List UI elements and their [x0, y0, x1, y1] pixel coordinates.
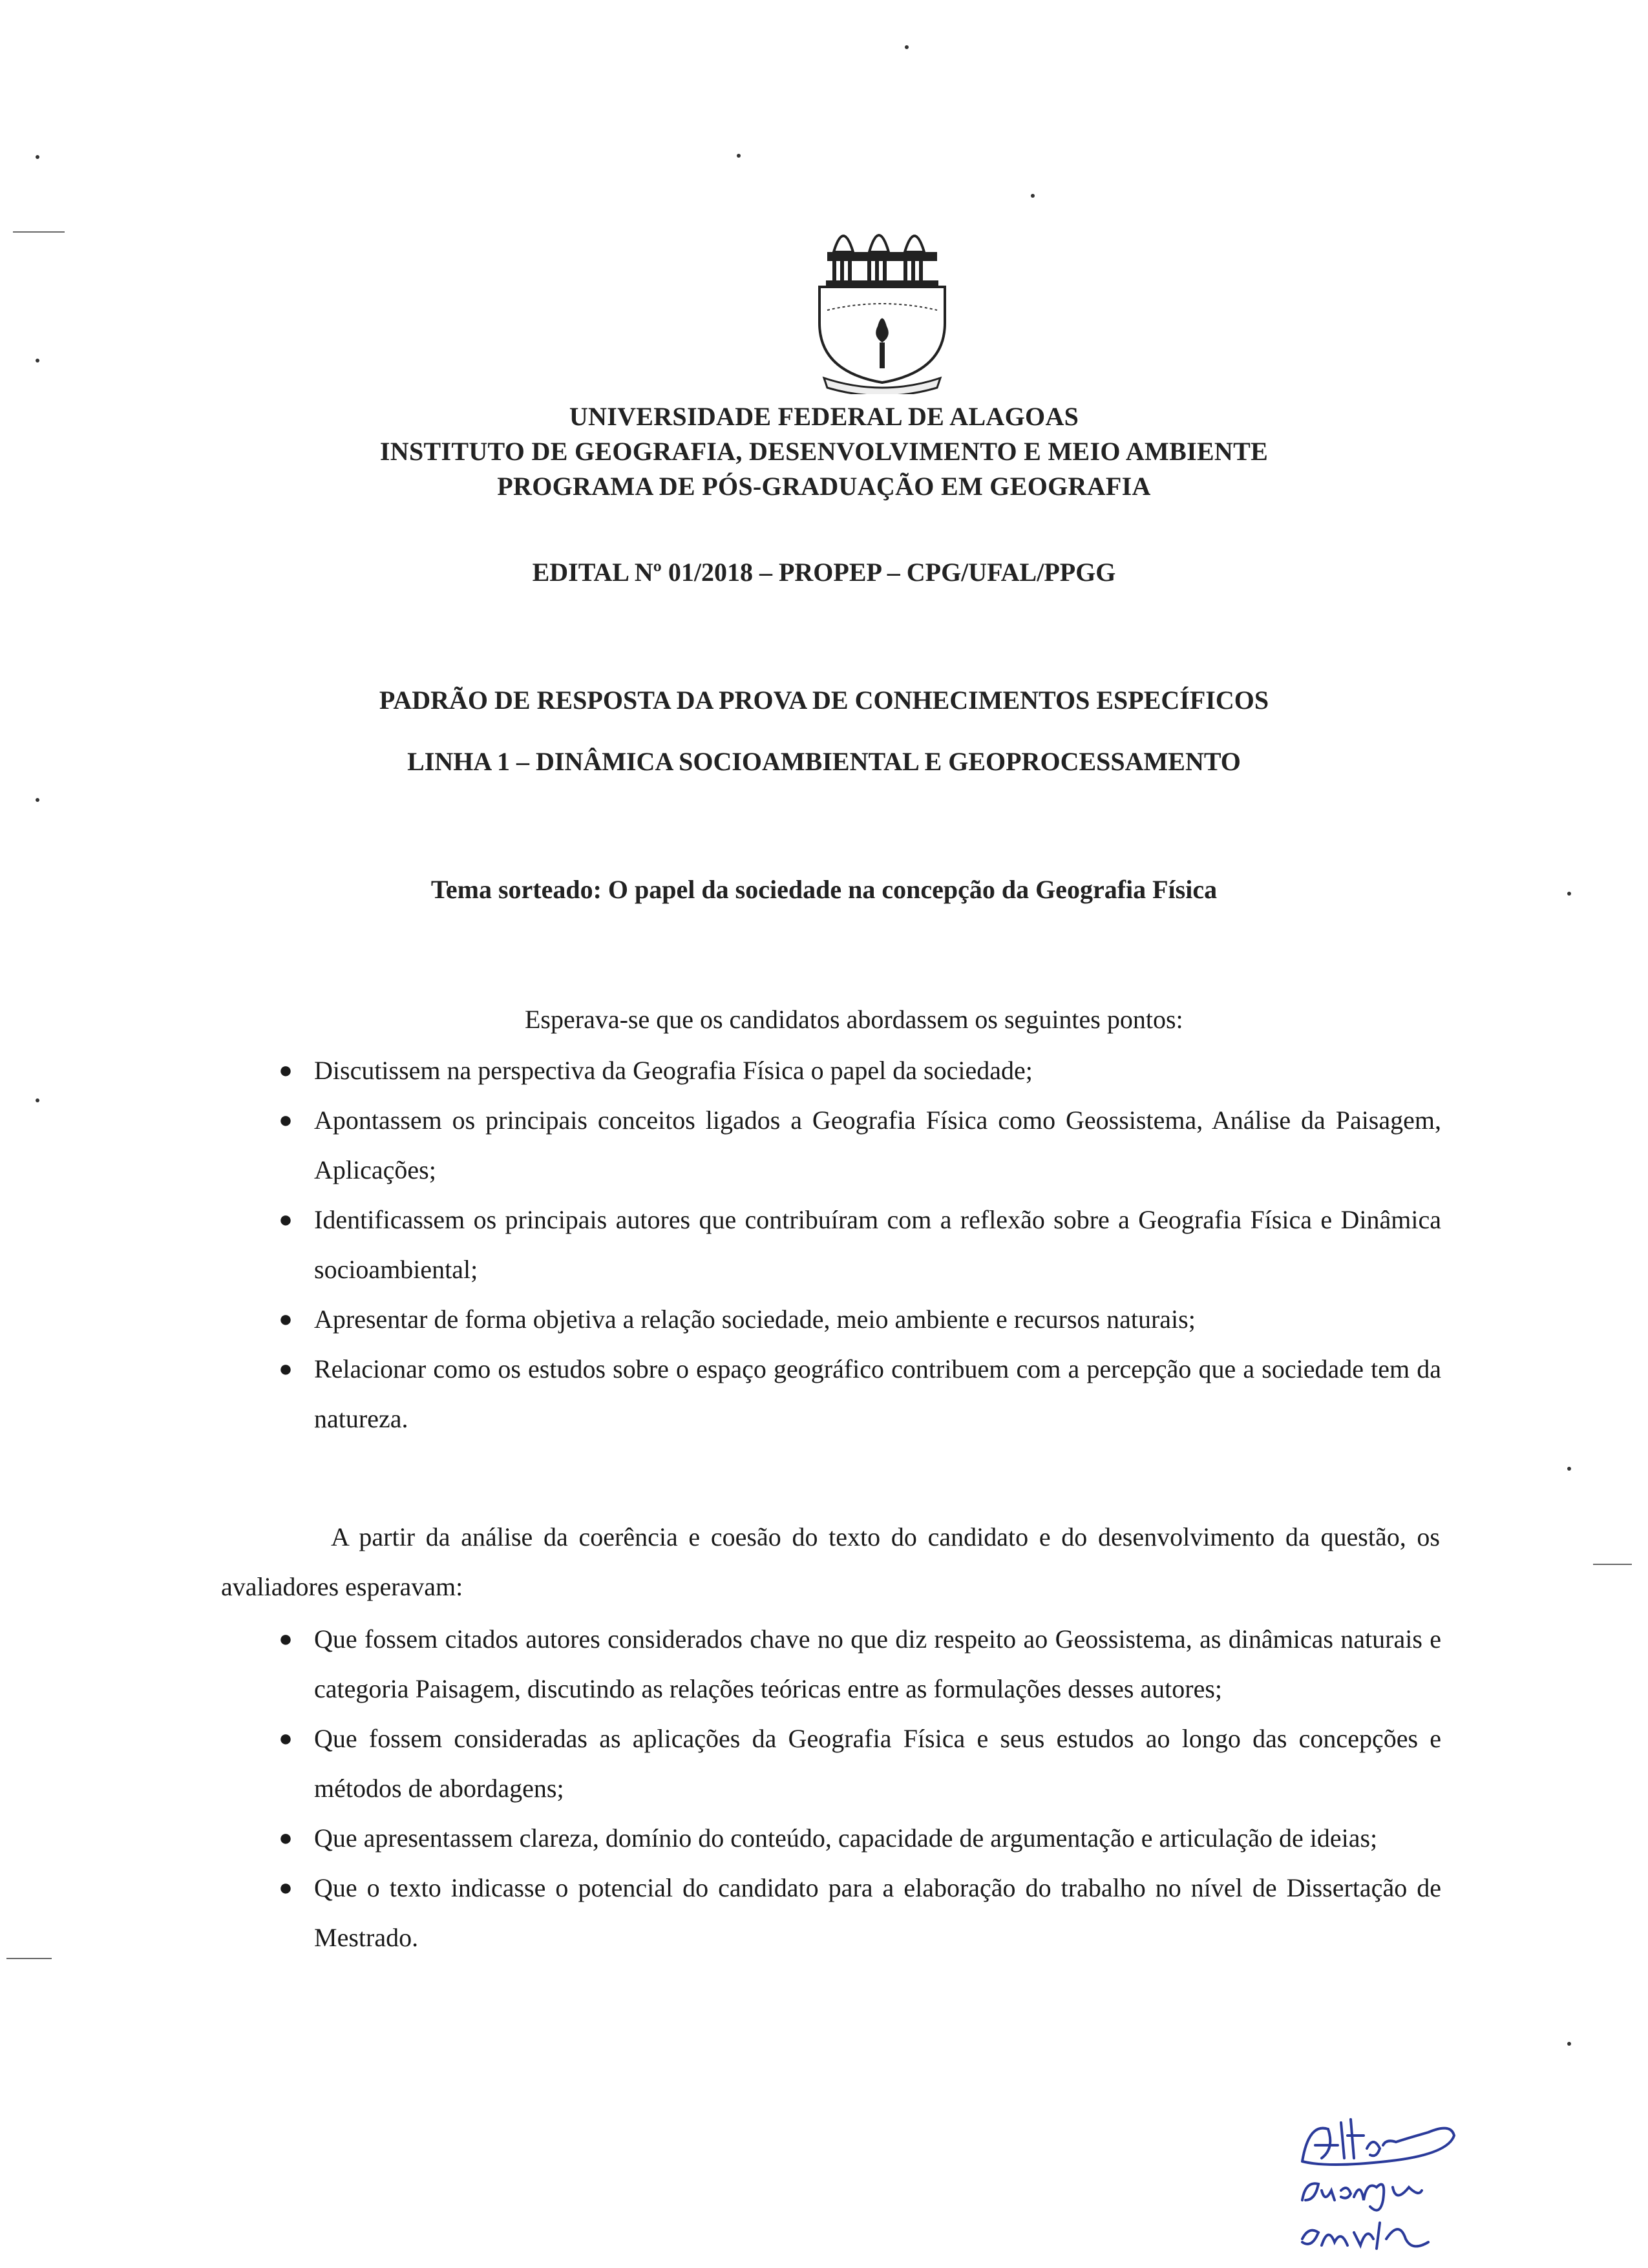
- scan-speck: [36, 798, 39, 802]
- list-item: ● Apontassem os principais conceitos ligados a Geografia Física como Geossistema, Análise da Paisagem, Aplicações;: [314, 1095, 1441, 1195]
- theme-title: Tema sorteado: O papel da sociedade na concepção da Geografia Física: [430, 875, 1218, 904]
- scan-speck: [1567, 892, 1571, 896]
- list-item: ● Discutissem na perspectiva da Geografia Física o papel da sociedade;: [314, 1045, 1441, 1095]
- bullet-icon: ●: [279, 1107, 293, 1133]
- list-item: ● Relacionar como os estudos sobre o espaço geográfico contribuem com a percepção que a sociedade tem da natureza.: [314, 1344, 1441, 1444]
- scan-speck: [1567, 2042, 1571, 2046]
- evaluation-paragraph: A partir da análise da coerência e coesão do texto do candidato e do desenvolvimento da questão, os avaliadores esperavam:: [221, 1522, 1440, 1601]
- evaluator-expectations-list: [279, 1614, 1441, 1962]
- document-title: PADRÃO DE RESPOSTA DA PROVA DE CONHECIMENTOS ESPECÍFICOS: [379, 686, 1269, 715]
- bullet-icon: ●: [279, 1356, 293, 1381]
- university-crest-icon: [808, 213, 963, 394]
- institute-name: INSTITUTO DE GEOGRAFIA, DESENVOLVIMENTO E MEIO AMBIENTE: [379, 437, 1269, 466]
- research-line-title: LINHA 1 – DINÂMICA SOCIOAMBIENTAL E GEOPROCESSAMENTO: [407, 747, 1241, 776]
- bullet-icon: ●: [279, 1874, 293, 1900]
- program-name: PROGRAMA DE PÓS-GRADUAÇÃO EM GEOGRAFIA: [497, 472, 1151, 501]
- university-name: UNIVERSIDADE FEDERAL DE ALAGOAS: [569, 402, 1079, 431]
- handwritten-signature: [1289, 2110, 1483, 2265]
- scan-speck: [36, 359, 39, 362]
- bullet-icon: ●: [279, 1725, 293, 1751]
- institution-header: [0, 399, 1648, 504]
- scan-mark: [13, 231, 65, 233]
- list-item: ● Apresentar de forma objetiva a relação sociedade, meio ambiente e recursos naturais;: [314, 1294, 1441, 1344]
- bullet-icon: ●: [279, 1057, 293, 1083]
- scan-mark: [6, 1958, 52, 1959]
- scan-speck: [1567, 1467, 1571, 1471]
- list-item: ● Que fossem consideradas as aplicações da Geografia Física e seus estudos ao longo das concepções e métodos de abordagens;: [314, 1714, 1441, 1813]
- intro-text: Esperava-se que os candidatos abordassem os seguintes pontos:: [525, 1005, 1183, 1034]
- list-item: ● Identificassem os principais autores que contribuíram com a reflexão sobre a Geografia Física e Dinâmica socioambiental;: [314, 1195, 1441, 1294]
- scan-speck: [36, 155, 39, 159]
- scan-mark: [1593, 1564, 1632, 1565]
- list-item: ● Que o texto indicasse o potencial do candidato para a elaboração do trabalho no nível de Dissertação de Mestrado.: [314, 1863, 1441, 1962]
- expected-points-list: [279, 1045, 1441, 1444]
- list-item: ● Que apresentassem clareza, domínio do conteúdo, capacidade de argumentação e articulação de ideias;: [314, 1813, 1441, 1863]
- edital-title: EDITAL Nº 01/2018 – PROPEP – CPG/UFAL/PPGG: [532, 558, 1116, 587]
- bullet-icon: ●: [279, 1825, 293, 1851]
- scan-speck: [36, 1098, 39, 1102]
- list-item: ● Que fossem citados autores considerados chave no que diz respeito ao Geossistema, as dinâmicas naturais e categoria Paisagem, discutindo as relações teóricas entre as formulações desses autores;: [314, 1614, 1441, 1714]
- scan-speck: [905, 45, 909, 49]
- scan-speck: [1031, 194, 1035, 198]
- bullet-icon: ●: [279, 1206, 293, 1232]
- bullet-icon: ●: [279, 1626, 293, 1652]
- bullet-icon: ●: [279, 1306, 293, 1332]
- scan-speck: [737, 154, 741, 158]
